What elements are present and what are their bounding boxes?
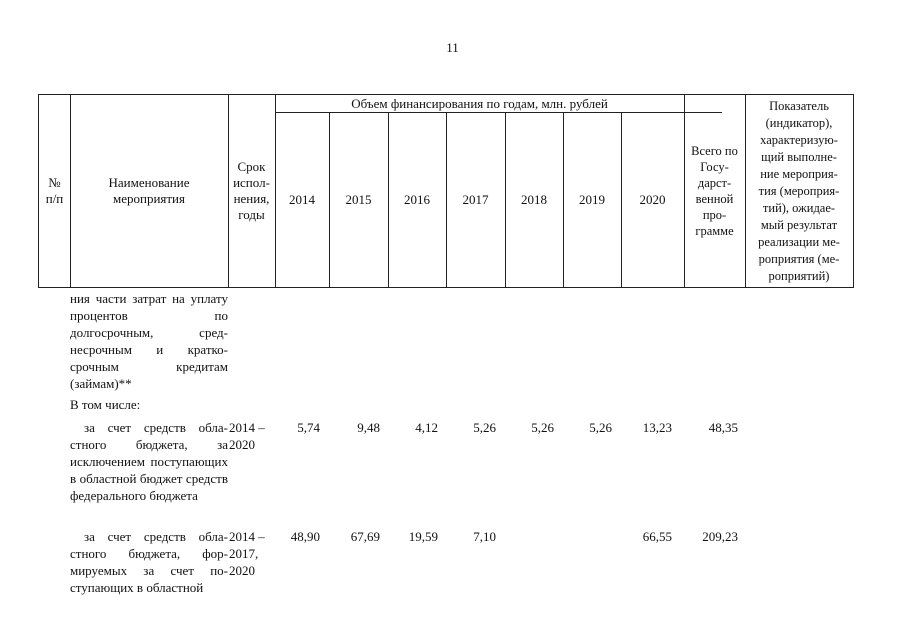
row-2-value-2014: 48,90	[290, 529, 320, 544]
page-number: 11	[446, 40, 459, 55]
header-col-period: Срок испол- нения, годы	[233, 159, 270, 222]
row-1-value-2020: 13,23	[642, 420, 672, 435]
header-year-2015: 2015	[345, 191, 372, 207]
row-2-value-2016: 19,59	[408, 529, 438, 544]
row-1-value-2014: 5,74	[297, 420, 320, 435]
row-2-value-2020: 66,55	[642, 529, 672, 544]
header-funding-title: Объем финансирования по годам, млн. рублей	[351, 95, 608, 111]
row-2-total: 209,23	[702, 529, 738, 544]
table-header	[38, 94, 854, 288]
header-col-number: № п/п	[45, 175, 64, 206]
header-col-total: Всего по Госу- дарст- венной про- грамме	[691, 144, 738, 238]
row-1-total: 48,35	[708, 420, 738, 435]
row-2-name: за счет средств областного бюджета, формируемых за счет поступающих в областной	[70, 529, 228, 595]
row-1-value-2019: 5,26	[589, 420, 612, 435]
row-2-period: 2014 – 2017, 2020	[229, 529, 265, 578]
row-2-value-2017: 7,10	[473, 529, 496, 544]
header-year-2016: 2016	[404, 191, 430, 207]
header-col-name: Наименование мероприятия	[108, 175, 190, 206]
continuation-text: ния части затрат на уплату процентов по долгосрочным, среднесрочным и краткосрочным кредитам (займам)**	[70, 291, 228, 391]
row-2-value-2015: 67,69	[350, 529, 380, 544]
row-1-value-2018: 5,26	[531, 420, 554, 435]
header-year-2014: 2014	[289, 191, 315, 207]
header-year-2020: 2020	[639, 191, 666, 207]
header-year-2018: 2018	[521, 191, 547, 207]
row-1-period: 2014 – 2020	[229, 420, 265, 452]
header-col-indicator: Показатель (индикатор), характеризую- щий выполне- ние мероприя- тия (мероприя- тий), ожидае- мый результат реализации ме- роприятия (ме- роприятий)	[758, 98, 840, 283]
in-total-label: В том числе:	[70, 397, 141, 412]
header-year-2017: 2017	[462, 191, 489, 207]
row-1-value-2017: 5,26	[473, 420, 496, 435]
row-1-value-2015: 9,48	[357, 420, 380, 435]
header-year-2019: 2019	[579, 191, 605, 207]
row-1-name: за счет средств областного бюджета, за исключением поступающих в областной бюджет средств федерального бюджета	[70, 420, 228, 503]
row-1-value-2016: 4,12	[415, 420, 438, 435]
